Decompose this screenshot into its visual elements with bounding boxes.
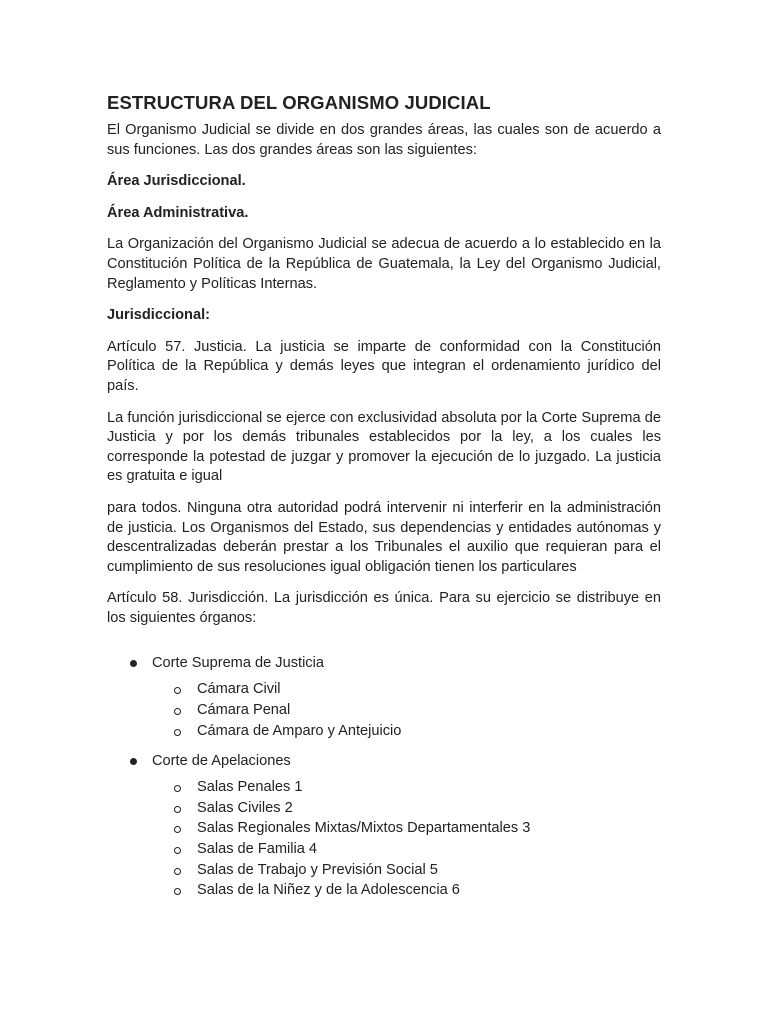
bullet-circle-icon <box>174 806 181 813</box>
corte-apelaciones-sublist <box>152 777 661 901</box>
bullet-circle-icon <box>174 847 181 854</box>
list-item-label: Corte de Apelaciones <box>152 753 291 770</box>
list-item-label: Cámara Penal <box>197 702 291 719</box>
list-item <box>152 700 661 721</box>
list-item-label: Salas Regionales Mixtas/Mixtos Departamentales 3 <box>197 820 531 837</box>
list-item <box>152 860 661 881</box>
jurisdictional-section-heading: Jurisdiccional: <box>107 307 210 324</box>
bullet-circle-icon <box>174 729 181 736</box>
list-item-label: Cámara de Amparo y Antejuicio <box>197 722 402 739</box>
jurisdictional-function-paragraph: La función jurisdiccional se ejerce con exclusividad absoluta por la Corte Suprema de Justicia y por los demás tribunales establecidos por la ley, a los cuales les corresponde la potestad de juzgar y promover la ejecución de lo juzgado. La justicia es gratuita e igual <box>107 409 661 485</box>
list-item <box>152 818 661 839</box>
continuation-paragraph: para todos. Ninguna otra autoridad podrá intervenir ni interferir en la administración de justicia. Los Organismos del Estado, sus dependencias y entidades autónomas y descentralizadas deberán prestar a los Tribunales el auxilio que requieran para el cumplimiento de sus resoluciones igual obligación tienen los particulares <box>107 499 661 575</box>
intro-paragraph: El Organismo Judicial se divide en dos grandes áreas, las cuales son de acuerdo a sus funciones. Las dos grandes áreas son las siguientes: <box>107 122 661 158</box>
list-item-label: Cámara Civil <box>197 681 281 698</box>
list-item-label: Salas de la Niñez y de la Adolescencia 6 <box>197 882 460 899</box>
organs-list <box>107 653 661 900</box>
bullet-circle-icon <box>174 785 181 792</box>
bullet-circle-icon <box>174 826 181 833</box>
list-item <box>152 721 661 742</box>
list-item <box>152 798 661 819</box>
bullet-circle-icon <box>174 687 181 694</box>
list-item-label: Salas Penales 1 <box>197 779 303 796</box>
document-title: ESTRUCTURA DEL ORGANISMO JUDICIAL <box>107 92 491 113</box>
organization-paragraph: La Organización del Organismo Judicial se adecua de acuerdo a lo establecido en la Constitución Política de la República de Guatemala, la Ley del Organismo Judicial, Reglamento y Políticas Internas. <box>107 236 661 292</box>
bullet-circle-icon <box>174 708 181 715</box>
list-item-label: Corte Suprema de Justicia <box>152 655 324 672</box>
list-item-label: Salas de Familia 4 <box>197 841 318 858</box>
document-page <box>107 92 661 911</box>
bullet-circle-icon <box>174 868 181 875</box>
list-item <box>152 880 661 901</box>
list-item-corte-apelaciones <box>107 751 661 901</box>
list-item <box>152 839 661 860</box>
article-58-paragraph: Artículo 58. Jurisdicción. La jurisdicción es única. Para su ejercicio se distribuye en los siguientes órganos: <box>107 590 661 626</box>
bullet-dot-icon <box>130 660 137 667</box>
corte-suprema-sublist <box>152 679 661 741</box>
bullet-circle-icon <box>174 888 181 895</box>
list-item <box>152 777 661 798</box>
area-jurisdictional-heading: Área Jurisdiccional. <box>107 173 246 190</box>
list-item-label: Salas de Trabajo y Previsión Social 5 <box>197 861 438 878</box>
bullet-dot-icon <box>130 758 137 765</box>
list-item <box>152 679 661 700</box>
list-item-corte-suprema <box>107 653 661 741</box>
area-administrative-heading: Área Administrativa. <box>107 204 249 221</box>
list-item-label: Salas Civiles 2 <box>197 799 293 816</box>
article-57-paragraph: Artículo 57. Justicia. La justicia se imparte de conformidad con la Constitución Política de la República y demás leyes que integran el ordenamiento jurídico del país. <box>107 338 661 394</box>
